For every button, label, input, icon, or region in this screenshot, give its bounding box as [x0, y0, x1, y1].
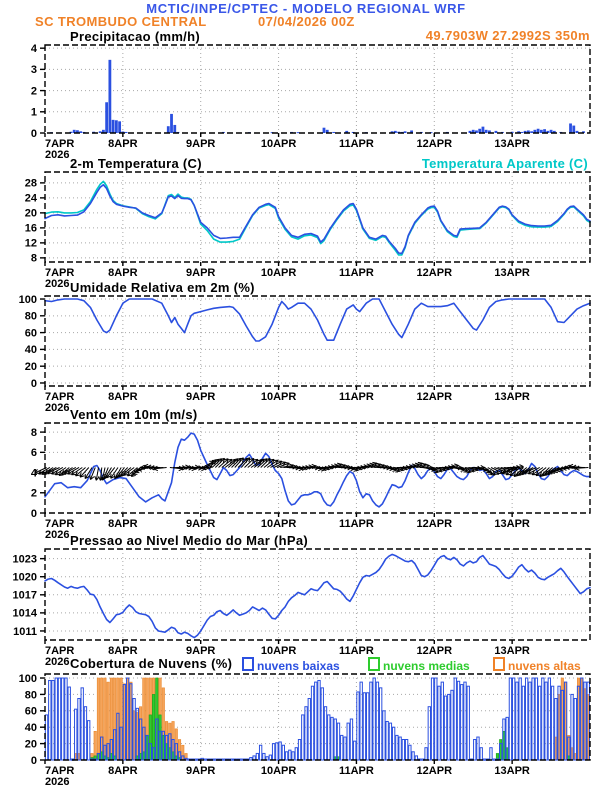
svg-text:10APR: 10APR — [260, 765, 297, 777]
svg-text:13APR: 13APR — [494, 267, 530, 279]
svg-text:7APR: 7APR — [45, 267, 75, 279]
svg-text:13APR: 13APR — [494, 391, 530, 403]
svg-text:9APR: 9APR — [186, 138, 216, 150]
svg-text:80: 80 — [24, 689, 37, 702]
svg-text:9APR: 9APR — [186, 267, 216, 279]
svg-text:8APR: 8APR — [108, 645, 138, 657]
svg-text:20: 20 — [24, 361, 37, 374]
svg-text:8APR: 8APR — [108, 765, 138, 777]
svg-text:2026: 2026 — [45, 529, 70, 541]
svg-text:1011: 1011 — [13, 625, 37, 638]
model-title: MCTIC/INPE/CPTEC - MODELO REGIONAL WRF — [146, 1, 466, 16]
legend-nuvens-baixas-label: nuvens baixas — [257, 659, 340, 673]
run-datetime: 07/04/2026 00Z — [258, 14, 355, 29]
svg-text:1020: 1020 — [12, 571, 37, 584]
svg-text:10APR: 10APR — [260, 518, 297, 530]
humidity-panel-title: Umidade Relativa em 2m (%) — [70, 280, 255, 295]
svg-text:13APR: 13APR — [494, 765, 530, 777]
svg-text:1023: 1023 — [12, 553, 37, 566]
svg-text:8: 8 — [30, 252, 37, 265]
svg-text:1: 1 — [30, 106, 37, 119]
precipitation-panel-title: Precipitacao (mm/h) — [70, 29, 200, 44]
svg-text:0: 0 — [30, 127, 37, 140]
svg-text:7APR: 7APR — [45, 138, 75, 150]
station-coordinates: 49.7903W 27.2992S 350m — [425, 28, 590, 43]
svg-text:2: 2 — [30, 85, 37, 98]
legend-nuvens-altas-label: nuvens altas — [508, 659, 581, 673]
svg-text:12APR: 12APR — [416, 645, 453, 657]
svg-text:7APR: 7APR — [45, 765, 75, 777]
svg-text:2026: 2026 — [45, 149, 70, 161]
svg-text:2026: 2026 — [45, 776, 70, 788]
pressure-panel-title: Pressao ao Nivel Medio do Mar (hPa) — [70, 533, 309, 548]
svg-text:9APR: 9APR — [186, 391, 216, 403]
svg-text:11APR: 11APR — [338, 518, 374, 530]
svg-text:9APR: 9APR — [186, 765, 216, 777]
svg-text:1014: 1014 — [12, 607, 37, 620]
svg-text:10APR: 10APR — [260, 391, 297, 403]
svg-text:13APR: 13APR — [494, 518, 530, 530]
svg-text:40: 40 — [24, 344, 37, 357]
apparent-temperature-title: Temperatura Aparente (C) — [421, 156, 588, 171]
svg-text:10APR: 10APR — [260, 267, 297, 279]
svg-text:11APR: 11APR — [338, 645, 374, 657]
wind-panel-title: Vento em 10m (m/s) — [70, 407, 198, 422]
svg-text:3: 3 — [30, 64, 37, 77]
svg-text:12APR: 12APR — [416, 267, 453, 279]
svg-text:100: 100 — [18, 672, 37, 685]
svg-text:11APR: 11APR — [338, 391, 374, 403]
svg-text:12APR: 12APR — [416, 765, 453, 777]
svg-text:12: 12 — [24, 237, 37, 250]
svg-text:10APR: 10APR — [260, 645, 297, 657]
svg-text:11APR: 11APR — [338, 765, 374, 777]
svg-text:2026: 2026 — [45, 656, 70, 668]
svg-text:12APR: 12APR — [416, 391, 453, 403]
svg-text:0: 0 — [30, 754, 37, 767]
svg-text:13APR: 13APR — [494, 645, 530, 657]
svg-text:13APR: 13APR — [494, 138, 530, 150]
svg-text:20: 20 — [24, 207, 37, 220]
svg-text:11APR: 11APR — [338, 267, 374, 279]
svg-text:28: 28 — [24, 177, 37, 190]
svg-text:8APR: 8APR — [108, 267, 138, 279]
cloud-panel-title: Cobertura de Nuvens (%) — [70, 656, 233, 671]
svg-text:12APR: 12APR — [416, 518, 453, 530]
svg-text:8APR: 8APR — [108, 391, 138, 403]
svg-text:2026: 2026 — [45, 278, 70, 290]
svg-text:9APR: 9APR — [186, 518, 216, 530]
svg-text:12APR: 12APR — [416, 138, 453, 150]
svg-text:60: 60 — [24, 705, 37, 718]
svg-text:10APR: 10APR — [260, 138, 297, 150]
svg-text:9APR: 9APR — [186, 645, 216, 657]
svg-text:80: 80 — [24, 310, 37, 323]
svg-text:11APR: 11APR — [338, 138, 374, 150]
temperature-panel-title: 2-m Temperatura (C) — [70, 156, 202, 171]
svg-text:40: 40 — [24, 722, 37, 735]
svg-text:60: 60 — [24, 327, 37, 340]
svg-text:8APR: 8APR — [108, 138, 138, 150]
svg-text:2: 2 — [30, 487, 37, 500]
station-name: SC TROMBUDO CENTRAL — [35, 14, 207, 29]
svg-text:16: 16 — [24, 222, 37, 235]
svg-text:2026: 2026 — [45, 402, 70, 414]
svg-text:7APR: 7APR — [45, 645, 75, 657]
svg-text:0: 0 — [30, 507, 37, 520]
svg-text:4: 4 — [30, 43, 37, 56]
legend-nuvens-medias-label: nuvens medias — [383, 659, 470, 673]
svg-text:7APR: 7APR — [45, 391, 75, 403]
svg-text:8: 8 — [30, 426, 37, 439]
svg-text:4: 4 — [30, 467, 37, 480]
svg-text:100: 100 — [18, 293, 37, 306]
svg-text:7APR: 7APR — [45, 518, 75, 530]
svg-text:1017: 1017 — [12, 589, 37, 602]
svg-text:6: 6 — [30, 447, 37, 460]
svg-text:0: 0 — [30, 377, 37, 390]
svg-text:8APR: 8APR — [108, 518, 138, 530]
svg-text:20: 20 — [24, 738, 37, 751]
svg-text:24: 24 — [24, 192, 37, 205]
